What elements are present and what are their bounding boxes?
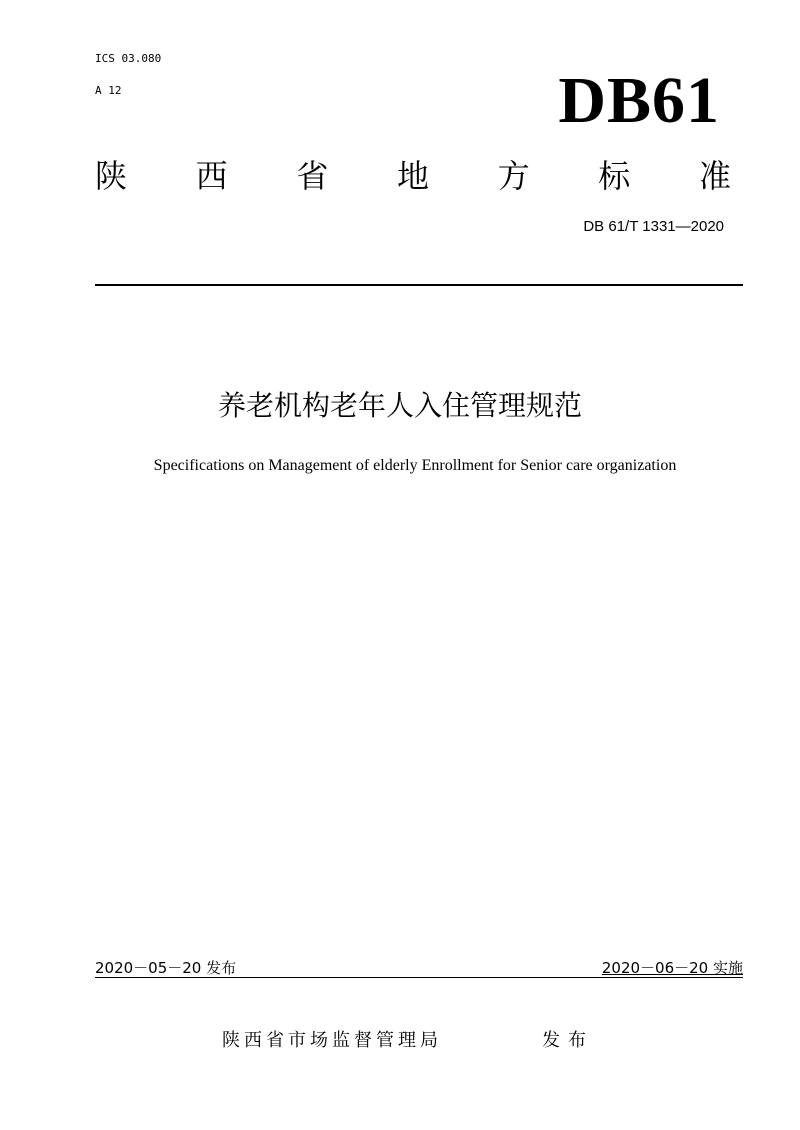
issue-label: 发布: [542, 1030, 594, 1051]
standard-type-char: 标: [598, 157, 631, 195]
standard-type: [95, 155, 731, 197]
document-title-chinese: 养老机构老年人入住管理规范: [217, 389, 582, 422]
standard-type-char: 省: [296, 157, 329, 195]
issuing-authority: 陕西省市场监督管理局: [222, 1030, 442, 1051]
header-divider: [95, 284, 743, 286]
ccs-code: A 12: [95, 84, 122, 97]
standard-type-char: 方: [497, 157, 530, 195]
implement-date: 2020－06－20 实施: [601, 959, 743, 977]
standard-type-char: 西: [195, 157, 228, 195]
standard-type-char: 地: [396, 157, 429, 195]
standard-type-char: 准: [698, 157, 731, 195]
document-title-english: Specifications on Management of elderly Enrollment for Senior care organization: [153, 457, 677, 474]
publish-date: 2020－05－20 发布: [95, 959, 237, 977]
standard-type-char: 陕: [95, 157, 128, 195]
standard-logo: DB61: [558, 64, 720, 137]
standard-number: DB 61/T 1331—2020: [583, 218, 724, 235]
ics-code: ICS 03.080: [95, 52, 162, 65]
footer-divider: [95, 977, 743, 978]
